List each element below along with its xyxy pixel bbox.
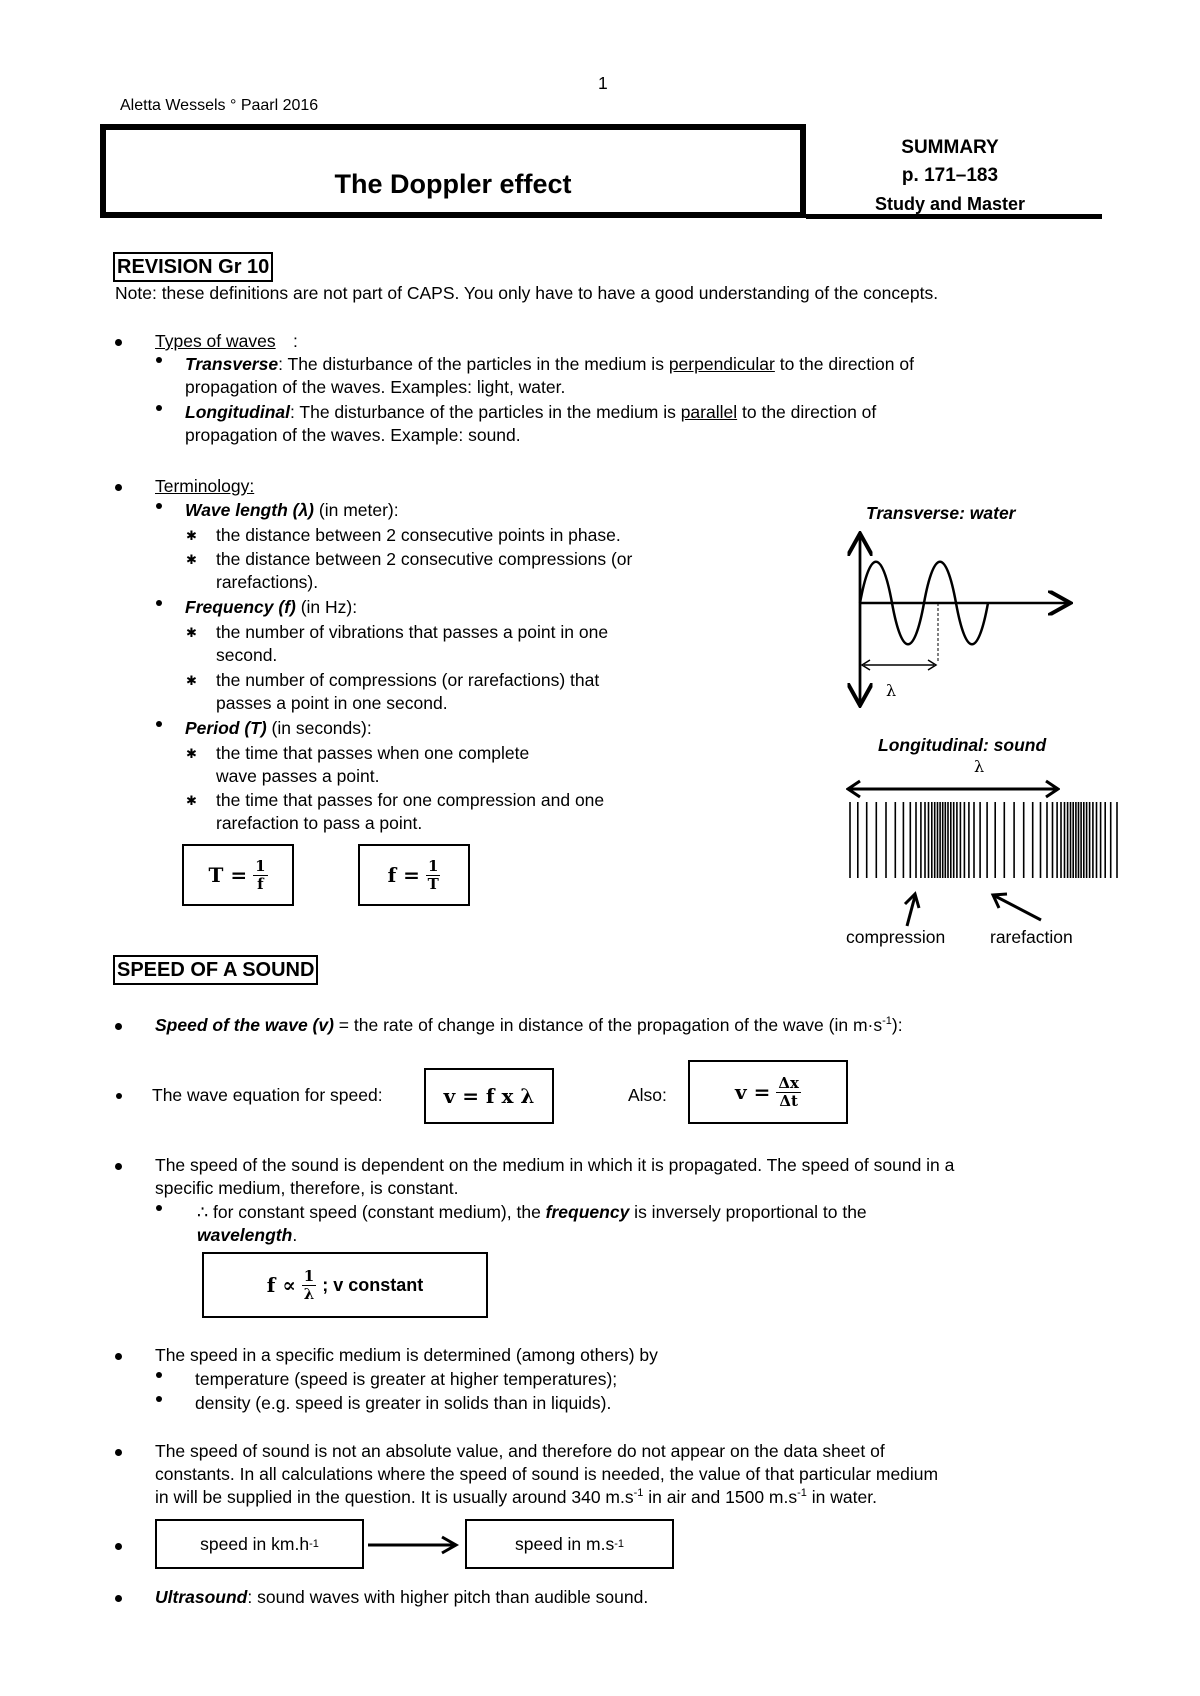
star-bullet: ✱: [186, 528, 197, 543]
perpendicular-term: perpendicular: [668, 354, 775, 374]
longitudinal-line: [185, 401, 876, 423]
constant-speed-line: [197, 1201, 867, 1223]
transverse-caption: Transverse: water: [866, 503, 1016, 523]
fraction-numerator: 1: [427, 856, 439, 875]
sub-bullet: [156, 1372, 162, 1378]
revision-note: Note: these definitions are not part of CAPS. You only have to have a good understanding of the concepts.: [115, 283, 939, 303]
also-label: Also:: [628, 1085, 667, 1105]
longitudinal-wavelength-arrow: [846, 778, 1060, 800]
wavelength-unit: (in meter):: [314, 500, 399, 520]
longitudinal-wave-bars: [848, 800, 1128, 880]
sub-bullet: [156, 600, 162, 606]
fraction-numerator: Δx: [778, 1073, 799, 1092]
bullet-dot: [115, 1353, 122, 1360]
transverse-text: : The disturbance of the particles in the medium is: [278, 354, 669, 374]
period-unit: (in seconds):: [266, 718, 372, 738]
speed-term: Speed of the wave (v): [155, 1015, 334, 1035]
compression-label: compression: [846, 927, 946, 947]
speed-text: = the rate of change in distance of the propagation of the wave (in m·s: [333, 1015, 883, 1035]
transverse-lambda-label: λ: [886, 681, 897, 700]
density-text: density (e.g. speed is greater in solids than in liquids).: [195, 1393, 612, 1413]
period-mark: .: [292, 1225, 298, 1245]
star-bullet: ✱: [186, 793, 197, 808]
sub-bullet: [156, 357, 162, 363]
absolute-text-part: in air and 1500 m.s: [643, 1487, 798, 1507]
ms-box: speed in m.s -1: [465, 1519, 674, 1569]
bullet-dot: [115, 1449, 122, 1456]
fraction-denominator: Δt: [779, 1091, 798, 1110]
formula-lhs: f =: [387, 863, 420, 887]
book-name: Study and Master: [874, 194, 1026, 214]
superscript: -1: [797, 1487, 807, 1500]
frequency-def-2b: passes a point in one second.: [216, 693, 448, 713]
frequency-def-1: the number of vibrations that passes a point in one: [216, 622, 609, 642]
ultrasound-line: [155, 1586, 648, 1608]
conversion-arrow: [368, 1533, 460, 1557]
absolute-text-part: in will be supplied in the question. It is usually around 340 m.s: [155, 1487, 634, 1507]
speed-ratio-box: [688, 1060, 848, 1124]
bullet-dot: [115, 1543, 122, 1550]
medium-text-2: specific medium, therefore, is constant.: [155, 1178, 459, 1198]
temperature-text: temperature (speed is greater at higher temperatures);: [195, 1369, 618, 1389]
frequency-line: [185, 596, 357, 618]
formula-frequency-box: [358, 844, 470, 906]
speed-definition: [155, 1014, 903, 1036]
wavelength-def-2b: rarefactions).: [216, 572, 319, 592]
formula-lhs: T =: [208, 863, 248, 887]
fraction: [776, 1075, 801, 1110]
transverse-wave-diagram: [840, 528, 1080, 708]
star-bullet: ✱: [186, 673, 197, 688]
superscript: -1: [633, 1487, 644, 1500]
wave-equation-box: v = f x λ: [424, 1068, 554, 1124]
period-def-1b: wave passes a point.: [216, 766, 380, 786]
sub-bullet: [156, 503, 162, 509]
fraction-numerator: 1: [255, 856, 266, 875]
bullet-dot: [115, 1163, 122, 1170]
sub-bullet: [156, 721, 162, 727]
longitudinal-lambda-label: λ: [974, 757, 985, 776]
transverse-text-end: to the direction of: [774, 354, 914, 374]
formula-period-box: [182, 844, 294, 906]
determined-text: The speed in a specific medium is determined (among others) by: [155, 1345, 658, 1365]
longitudinal-text-end: to the direction of: [737, 402, 877, 422]
star-bullet: ✱: [186, 746, 197, 761]
frequency-def-1b: second.: [216, 645, 278, 665]
frequency-def-2: the number of compressions (or rarefactions) that: [216, 670, 600, 690]
period-def-2b: rarefaction to pass a point.: [216, 813, 423, 833]
period-def-2: the time that passes for one compression and one: [216, 790, 605, 810]
fraction: [253, 858, 267, 893]
sub-bullet: [156, 1205, 162, 1211]
period-term: Period (T): [185, 718, 267, 738]
speed-heading: SPEED OF A SOUND: [113, 955, 318, 985]
period-line: [185, 717, 372, 739]
formula-lhs: v =: [735, 1080, 771, 1104]
proportionality-box: [202, 1252, 488, 1318]
formula-lhs: f ∝: [266, 1273, 296, 1297]
fraction: [302, 1268, 316, 1303]
speed-superscript: -1: [882, 1015, 892, 1028]
frequency-term: Frequency (f): [185, 597, 296, 617]
ultrasound-term: Ultrasound: [155, 1587, 248, 1607]
medium-text: The speed of the sound is dependent on the medium in which it is propagated. The speed of sound in a: [155, 1155, 955, 1175]
wavelength-def-2: the distance between 2 consecutive compressions (or: [216, 549, 633, 569]
longitudinal-caption: Longitudinal: sound: [878, 735, 1047, 755]
formula-condition: ; v constant: [322, 1274, 424, 1295]
page-number: 1: [598, 73, 608, 93]
transverse-line-2: propagation of the waves. Examples: light, water.: [185, 377, 566, 397]
fraction-denominator: λ: [303, 1284, 315, 1303]
absolute-text: The speed of sound is not an absolute value, and therefore do not appear on the data sheet of: [155, 1441, 885, 1461]
bullet-dot: [115, 1595, 122, 1602]
page-range: p. 171–183: [901, 165, 999, 186]
fraction-denominator: f: [257, 874, 264, 893]
frequency-emphasis: frequency: [545, 1202, 630, 1222]
absolute-text-part: in water.: [806, 1487, 877, 1507]
longitudinal-term: Longitudinal: [185, 402, 290, 422]
ultrasound-text: : sound waves with higher pitch than audible sound.: [247, 1587, 649, 1607]
wave-equation-label: The wave equation for speed:: [152, 1085, 383, 1105]
bullet-dot: [115, 1023, 122, 1030]
wavelength-emphasis: wavelength: [197, 1225, 293, 1245]
star-bullet: ✱: [186, 552, 197, 567]
parallel-term: parallel: [680, 402, 738, 422]
absolute-text-3: [155, 1486, 877, 1508]
sub-bullet: [156, 1396, 162, 1402]
bullet-dot: [116, 1093, 122, 1099]
wavelength-line: [185, 499, 399, 521]
fraction-numerator: 1: [303, 1266, 315, 1285]
speed-text-end: ):: [891, 1015, 903, 1035]
fraction-denominator: T: [427, 874, 439, 893]
star-bullet: ✱: [186, 625, 197, 640]
wavelength-def-1: the distance between 2 consecutive points in phase.: [216, 525, 621, 545]
absolute-text-2: constants. In all calculations where the speed of sound is needed, the value of that particular medium: [155, 1464, 939, 1484]
rarefaction-label: rarefaction: [990, 927, 1073, 947]
transverse-term: Transverse: [185, 354, 279, 374]
constant-speed-line-2: [197, 1224, 297, 1246]
period-def-1: the time that passes when one complete: [216, 743, 530, 763]
constant-text-end: is inversely proportional to the: [629, 1202, 867, 1222]
constant-text: ∴ for constant speed (constant medium), the: [197, 1202, 546, 1222]
fraction: [426, 858, 440, 893]
longitudinal-line-2: propagation of the waves. Example: sound.: [185, 425, 521, 445]
kmh-text: speed in km.h: [200, 1533, 310, 1554]
summary-label: SUMMARY: [901, 137, 999, 158]
sub-bullet: [156, 405, 162, 411]
longitudinal-text: : The disturbance of the particles in the medium is: [289, 402, 681, 422]
types-heading: Types of waves: [155, 331, 276, 351]
frequency-unit: (in Hz):: [295, 597, 358, 617]
ms-text: speed in m.s: [515, 1533, 615, 1554]
terminology-heading: Terminology:: [155, 476, 255, 496]
bullet-dot: [115, 484, 122, 491]
wavelength-term: Wave length (λ): [185, 500, 315, 520]
transverse-line: [185, 353, 914, 375]
kmh-box: speed in km.h -1: [155, 1519, 364, 1569]
types-colon: :: [293, 331, 298, 351]
page-title: The Doppler effect: [334, 169, 572, 199]
author-line: Aletta Wessels ° Paarl 2016: [120, 97, 319, 114]
bullet-dot: [115, 339, 122, 346]
revision-heading: REVISION Gr 10: [113, 252, 273, 282]
